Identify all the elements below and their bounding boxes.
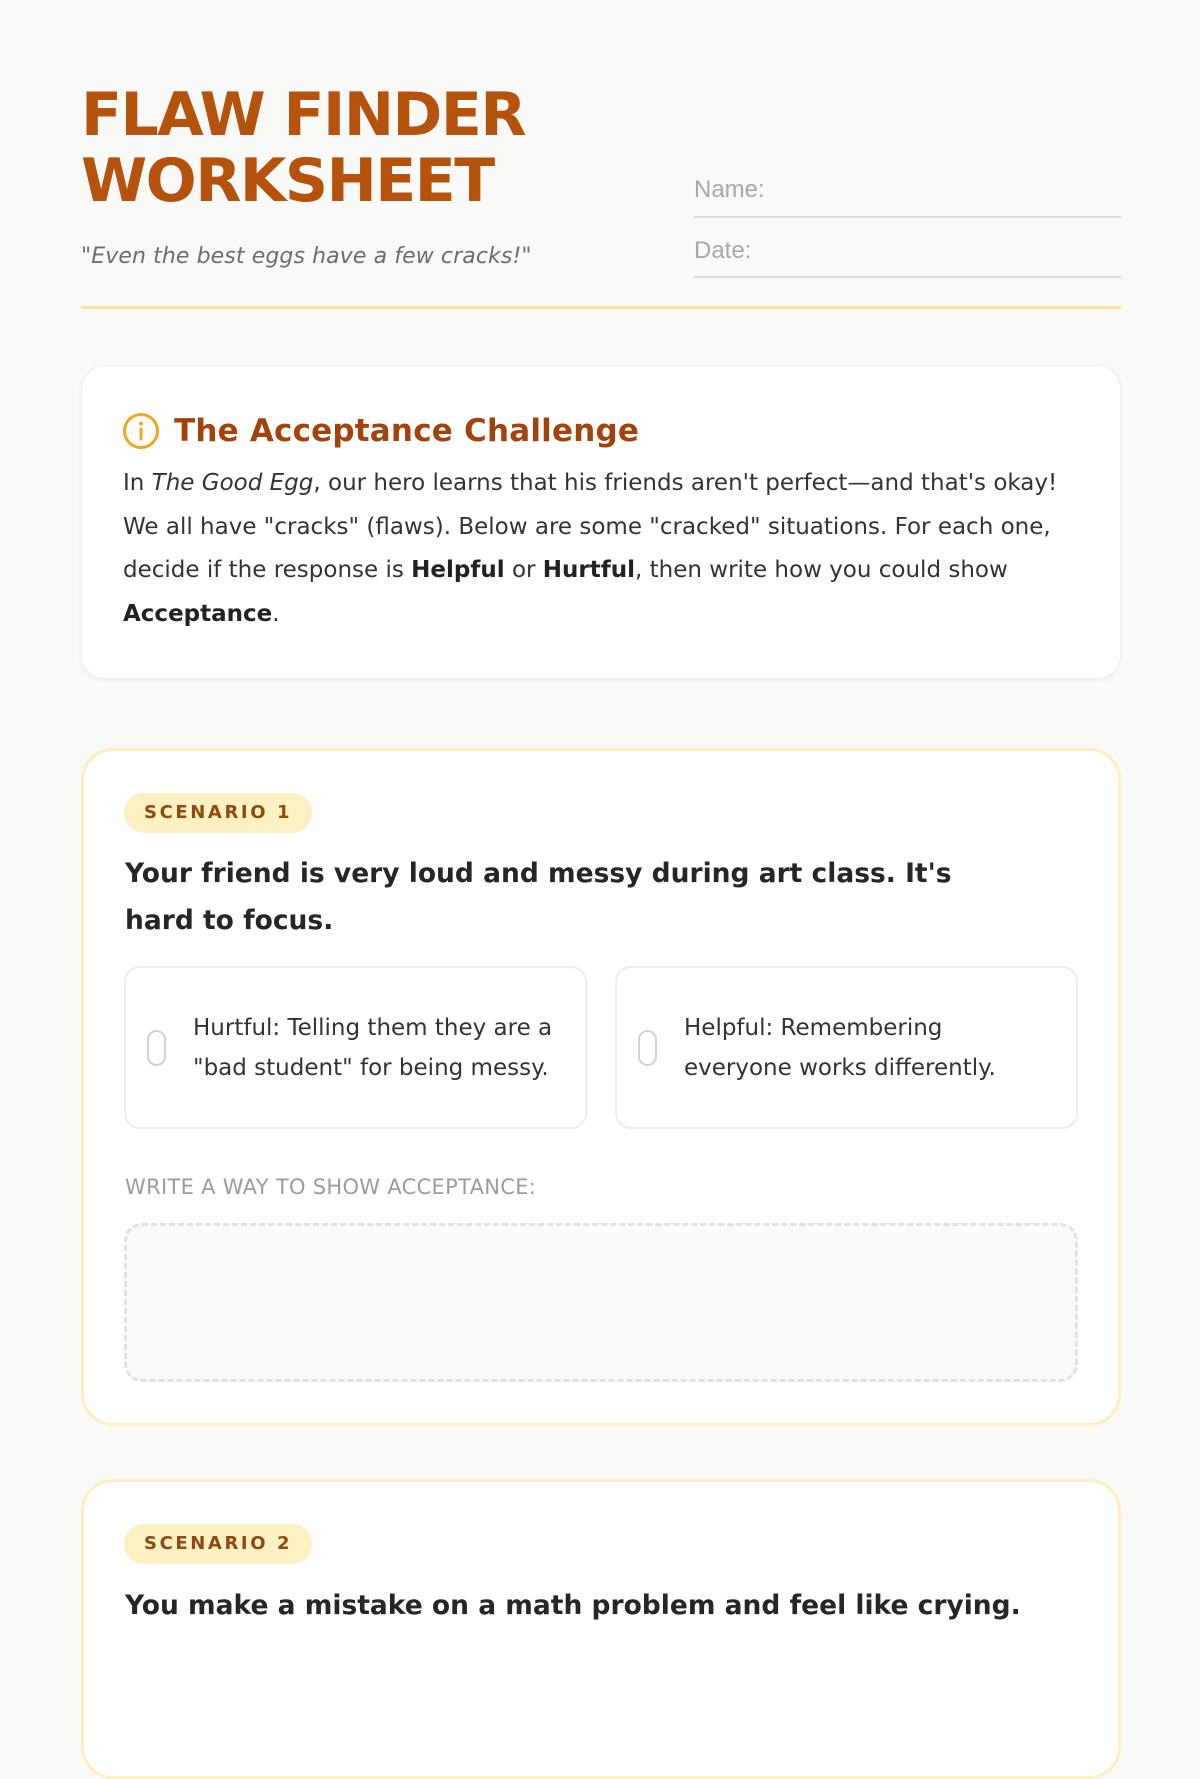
scenario-card-2	[81, 1479, 1121, 1779]
response-options	[124, 966, 1078, 1129]
option-label: Helpful: Remembering everyone works differently.	[684, 1014, 996, 1081]
worksheet-header	[81, 0, 1121, 310]
option-radio[interactable]	[638, 1030, 657, 1066]
header-divider	[81, 306, 1121, 309]
date-label: Date:	[694, 237, 752, 264]
intro-title: The Acceptance Challenge	[174, 413, 640, 449]
name-label: Name:	[694, 176, 765, 203]
option-helpful[interactable]	[615, 966, 1078, 1129]
acceptance-term: Acceptance	[123, 600, 273, 627]
scenario-prompt: Your friend is very loud and messy during art class. It's hard to focus.	[125, 858, 952, 936]
intro-text-part: , then write how you could show	[635, 557, 1008, 583]
option-hurtful[interactable]	[124, 966, 587, 1129]
scenario-badge: SCENARIO 2	[124, 1524, 312, 1564]
answer-label: WRITE A WAY TO SHOW ACCEPTANCE:	[125, 1175, 537, 1199]
info-icon	[122, 412, 160, 450]
hurtful-term: Hurtful	[542, 557, 636, 583]
intro-text-part: or	[504, 557, 543, 583]
worksheet-subtitle: "Even the best eggs have a few cracks!"	[81, 244, 532, 269]
helpful-term: Helpful	[411, 557, 505, 583]
intro-heading	[122, 412, 639, 450]
worksheet-title: FLAW FINDER WORKSHEET	[81, 80, 526, 216]
book-title: The Good Egg	[151, 470, 314, 496]
acceptance-answer-input[interactable]	[124, 1223, 1078, 1382]
option-label: Hurtful: Telling them they are a "bad student" for being messy.	[193, 1014, 553, 1081]
intro-card	[81, 365, 1121, 679]
name-field[interactable]	[694, 172, 1121, 218]
intro-text	[123, 462, 1083, 636]
worksheet-page	[81, 0, 1121, 1621]
scenario-prompt: You make a mistake on a math problem and feel like crying.	[125, 1590, 1021, 1621]
date-field[interactable]	[694, 218, 1121, 278]
intro-text-part: In	[123, 470, 152, 496]
scenario-card-1	[81, 748, 1121, 1426]
student-fields	[694, 172, 1121, 278]
option-radio[interactable]	[147, 1030, 166, 1066]
scenario-badge: SCENARIO 1	[124, 793, 312, 833]
intro-text-part: , our hero learns that his friends aren't perfect—and that's okay! We all have "cracks" (flaws). Below are some "cracked" situations. For each one, decide if the response is	[123, 470, 1058, 583]
intro-text-part: .	[272, 600, 280, 627]
